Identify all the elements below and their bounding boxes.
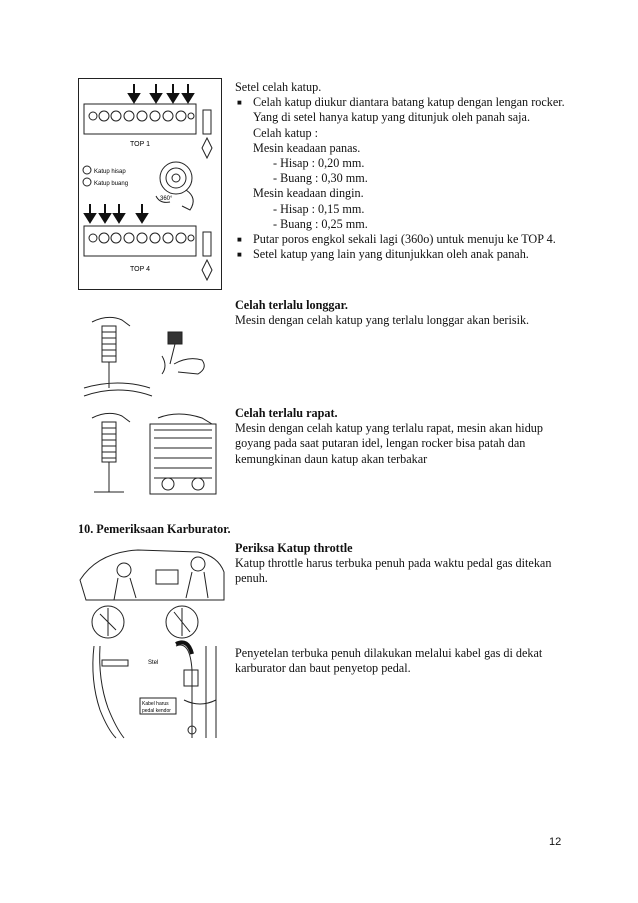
angle-label: 360° — [160, 196, 173, 202]
tight-gap-title: Celah terlalu rapat. — [235, 406, 338, 420]
setel-label: Stel — [148, 660, 159, 666]
valve-setting-bullet-2: ■ Putar poros engkol sekali lagi (360o) untuk menuju ke TOP 4. — [235, 232, 570, 247]
throttle-block — [235, 541, 575, 587]
tight-gap-block — [235, 406, 570, 467]
throttle-title: Periksa Katup throttle — [235, 541, 353, 555]
page-number: 12 — [549, 836, 562, 848]
throttle-check-illustration — [78, 542, 228, 640]
valve-gap-label: Celah katup : — [253, 125, 318, 140]
tight-gap-text: Mesin dengan celah katup yang terlalu rapat, mesin akan hidup goyang pada saat putaran idel, lengan rocker bisa patah dan kemungkinan daun katup akan terbakar — [235, 421, 543, 466]
loose-gap-block — [235, 298, 570, 328]
cold-engine-label: Mesin keadaan dingin. — [253, 186, 364, 201]
carburetor-section-title: 10. Pemeriksaan Karburator. — [78, 522, 231, 536]
throttle-text: Katup throttle harus terbuka penuh pada waktu pedal gas ditekan penuh. — [235, 556, 552, 586]
tight-gap-illustration — [78, 408, 223, 500]
valve-setting-bullet-1: ■ Celah katup diukur diantara batang katup dengan lengan rocker. Yang di setel hanya katup yang ditunjuk oleh panah saja. — [235, 95, 570, 125]
cable-label-line1: Kabel harus — [142, 701, 169, 707]
valve-adjustment-diagram — [78, 78, 222, 290]
cable-label-line2: pedal kendor — [142, 708, 171, 714]
adjustment-text: Penyetelan terbuka penuh dilakukan melalui kabel gas di dekat karburator dan baut penyetop pedal. — [235, 646, 543, 676]
loose-gap-illustration — [78, 312, 216, 398]
hot-intake-value: - Hisap : 0,20 mm. — [273, 156, 365, 171]
cold-exhaust-value: - Buang : 0,25 mm. — [273, 216, 368, 231]
hot-engine-label: Mesin keadaan panas. — [253, 140, 361, 155]
intake-legend: Katup hisap — [94, 169, 126, 175]
loose-gap-title: Celah terlalu longgar. — [235, 298, 348, 312]
cold-intake-value: - Hisap : 0,15 mm. — [273, 201, 365, 216]
valve-setting-bullet-3: ■ Setel katup yang lain yang ditunjukkan oleh anak panah. — [235, 247, 570, 262]
valve-setting-block — [235, 80, 570, 262]
hot-exhaust-value: - Buang : 0,30 mm. — [273, 171, 368, 186]
cable-adjustment-illustration — [80, 640, 226, 740]
top4-label: TOP 4 — [130, 266, 150, 273]
valve-setting-title: Setel celah katup. — [235, 80, 322, 94]
adjustment-block — [235, 646, 570, 676]
top1-label: TOP 1 — [130, 141, 150, 148]
loose-gap-text: Mesin dengan celah katup yang terlalu longgar akan berisik. — [235, 313, 530, 328]
exhaust-legend: Katup buang — [94, 181, 129, 187]
